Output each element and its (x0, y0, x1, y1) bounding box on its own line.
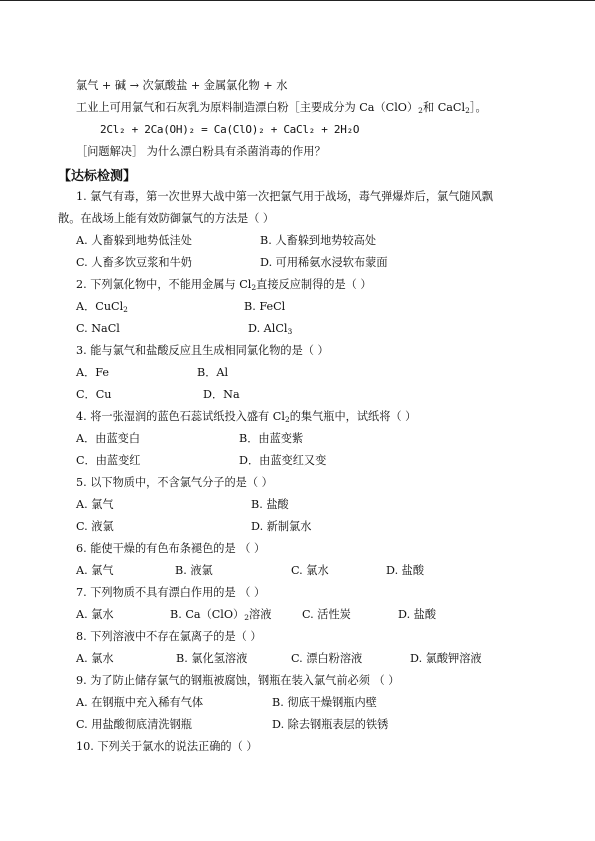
question-3-option-a: A．Fe (76, 366, 110, 379)
question-1-option-a: A. 人畜躲到地势低洼处 (76, 234, 192, 247)
page-top-rule (0, 0, 595, 1)
question-3-option-b: B．Al (197, 366, 229, 379)
question-5-option-c: C. 液氯 (76, 520, 114, 533)
question-9-option-b: B. 彻底干燥钢瓶内壁 (272, 696, 377, 709)
question-8-option-b: B. 氯化氢溶液 (176, 652, 248, 665)
question-9-option-d: D. 除去钢瓶表层的铁锈 (272, 718, 389, 731)
question-10-stem: 10. 下列关于氯水的说法正确的（ ） (76, 740, 258, 753)
question-7-option-a: A. 氯水 (76, 608, 114, 621)
question-6-stem: 6. 能使干燥的有色布条褪色的是 （ ） (76, 542, 266, 555)
bleach-chemical-equation: 2Cl₂ + 2Ca(OH)₂ = Ca(ClO)₂ + CaCl₂ + 2H₂O (100, 123, 360, 136)
question-2-stem: 2. 下列氯化物中，不能用金属与 $Cl_2$直接反应制得的是（ ） (76, 278, 372, 292)
question-2-option-c: C. NaCl (76, 322, 120, 335)
question-1-stem-line2: 散。在战场上能有效防御氯气的方法是（ ） (58, 212, 275, 225)
question-4-option-b: B．由蓝变紫 (239, 432, 304, 445)
problem-question: ［问题解决］ 为什么漂白粉具有杀菌消毒的作用？ (76, 145, 326, 158)
question-7-option-c: C. 活性炭 (302, 608, 351, 621)
question-5-stem: 5. 以下物质中，不含氯气分子的是（ ） (76, 476, 273, 489)
question-1-stem-line1: 1. 氯气有毒，第一次世界大战中第一次把氯气用于战场，毒气弹爆炸后，氯气随风飘 (76, 190, 493, 203)
question-4-option-d: D．由蓝变红又变 (239, 454, 327, 467)
industry-bleach-text: 工业上可用氯气和石灰乳为原料制造漂白粉［主要成分为 $Ca(ClO)_2$和 CaCl$_2$］。 (76, 101, 487, 115)
question-2-option-d: D. AlCl$_3$ (248, 322, 293, 336)
question-8-option-a: A. 氯水 (76, 652, 114, 665)
question-1-option-b: B. 人畜躲到地势较高处 (260, 234, 377, 247)
question-4-option-a: A．由蓝变白 (76, 432, 141, 445)
question-3-option-d: D．Na (203, 388, 240, 401)
question-5-option-d: D. 新制氯水 (251, 520, 312, 533)
question-9-stem: 9. 为了防止储存氯气的钢瓶被腐蚀，钢瓶在装入氯气前必须 （ ） (76, 674, 400, 687)
question-2-option-a: A．CuCl$_2$ (76, 300, 128, 314)
question-3-stem: 3. 能与氯气和盐酸反应且生成相同氯化物的是（ ） (76, 344, 329, 357)
question-6-option-b: B. 液氯 (175, 564, 213, 577)
question-8-option-c: C. 漂白粉溶液 (291, 652, 363, 665)
question-9-option-a: A. 在钢瓶中充入稀有气体 (76, 696, 204, 709)
question-6-option-a: A. 氯气 (76, 564, 114, 577)
question-4-stem: 4. 将一张湿润的蓝色石蕊试纸投入盛有 $Cl_2$的集气瓶中，试纸将（ ） (76, 410, 417, 424)
question-6-option-c: C. 氯水 (291, 564, 329, 577)
question-3-option-c: C．Cu (76, 388, 112, 401)
section-title: 【达标检测】 (58, 169, 137, 184)
question-7-stem: 7. 下列物质不具有漂白作用的是 （ ） (76, 586, 266, 599)
question-7-option-b: B. $Ca(ClO)_2$溶液 (170, 608, 272, 622)
question-5-option-b: B. 盐酸 (251, 498, 289, 511)
question-8-stem: 8. 下列溶液中不存在氯离子的是（ ） (76, 630, 262, 643)
question-5-option-a: A. 氯气 (76, 498, 114, 511)
question-8-option-d: D. 氯酸钾溶液 (410, 652, 482, 665)
question-9-option-c: C. 用盐酸彻底清洗钢瓶 (76, 718, 192, 731)
reaction-word-equation: 氯气 + 碱 → 次氯酸盐 + 金属氯化物 + 水 (76, 79, 288, 92)
question-6-option-d: D. 盐酸 (386, 564, 425, 577)
question-1-option-c: C. 人畜多饮豆浆和牛奶 (76, 256, 192, 269)
question-7-option-d: D. 盐酸 (398, 608, 437, 621)
question-1-option-d: D. 可用稀氨水浸软布蒙面 (260, 256, 388, 269)
question-4-option-c: C．由蓝变红 (76, 454, 141, 467)
question-2-option-b: B. FeCl (244, 300, 286, 313)
